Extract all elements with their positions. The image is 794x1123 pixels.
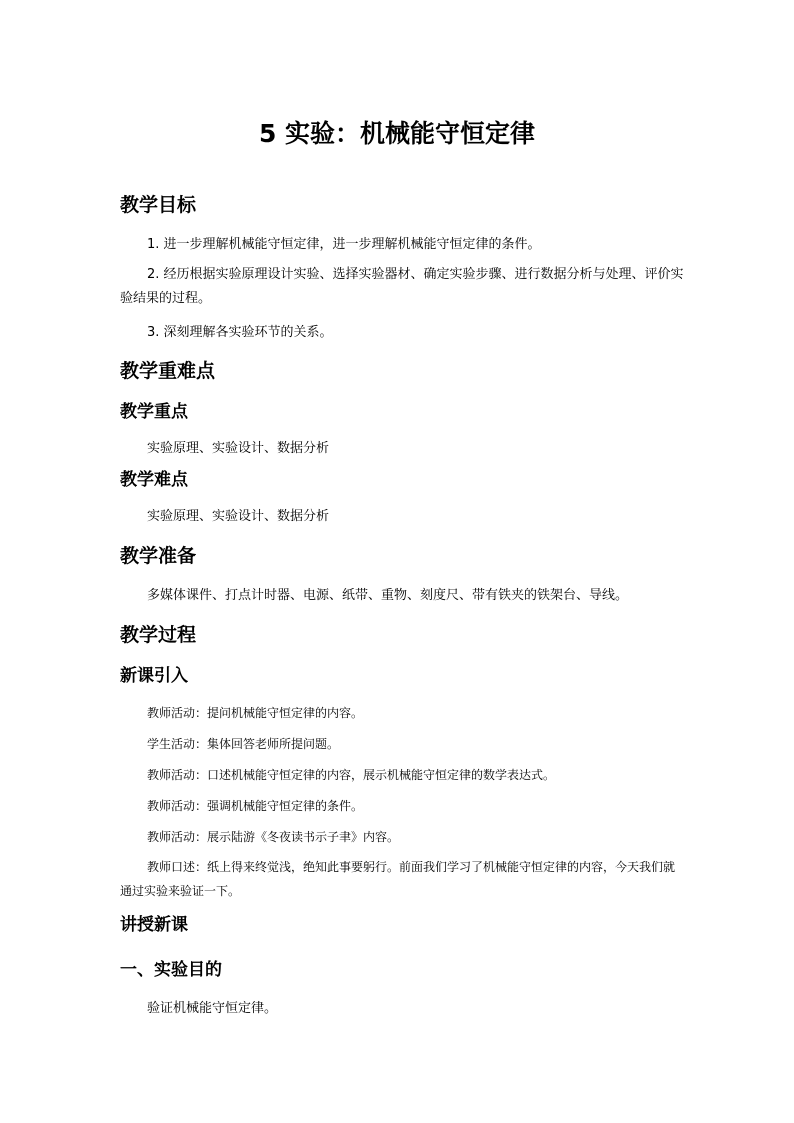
new-lesson-heading: 讲授新课 (120, 915, 188, 935)
focus-text: 实验原理、实验设计、数据分析 (147, 441, 330, 456)
goals-heading: 教学目标 (120, 194, 197, 216)
goal-item-3: 3. 深刻理解各实验环节的关系。 (147, 325, 333, 340)
process-heading: 教学过程 (120, 624, 197, 646)
activity-3: 教师活动：口述机械能守恒定律的内容，展示机械能守恒定律的数学表达式。 (147, 768, 556, 782)
preparation-text: 多媒体课件、打点计时器、电源、纸带、重物、刻度尺、带有铁夹的铁架台、导线。 (147, 588, 629, 603)
activity-4: 教师活动：强调机械能守恒定律的条件。 (147, 799, 364, 813)
focus-heading: 教学重点 (120, 402, 188, 422)
document-title: 5 实验：机械能守恒定律 (258, 119, 536, 148)
section1-text: 验证机械能守恒定律。 (147, 1001, 278, 1016)
activity-1: 教师活动：提问机械能守恒定律的内容。 (147, 706, 364, 720)
activity-2: 学生活动：集体回答老师所提问题。 (147, 737, 340, 751)
preparation-heading: 教学准备 (120, 545, 197, 567)
goal-item-1: 1. 进一步理解机械能守恒定律，进一步理解机械能守恒定律的条件。 (147, 237, 541, 252)
difficulty-text: 实验原理、实验设计、数据分析 (147, 509, 330, 524)
activity-6: 教师口述：纸上得来终觉浅，绝知此事要躬行。前面我们学习了机械能守恒定律的内容，今天我们就通过实验来验证一下。 (120, 860, 676, 898)
key-points-heading: 教学重难点 (120, 360, 216, 382)
goal-item-2: 2. 经历根据实验原理设计实验、选择实验器材、确定实验步骤、进行数据分析与处理、评价实验结果的过程。 (120, 267, 684, 306)
difficulty-heading: 教学难点 (120, 470, 188, 490)
activity-5: 教师活动：展示陆游《冬夜读书示子聿》内容。 (147, 830, 400, 844)
section1-heading: 一、实验目的 (120, 960, 222, 980)
intro-heading: 新课引入 (120, 666, 188, 686)
